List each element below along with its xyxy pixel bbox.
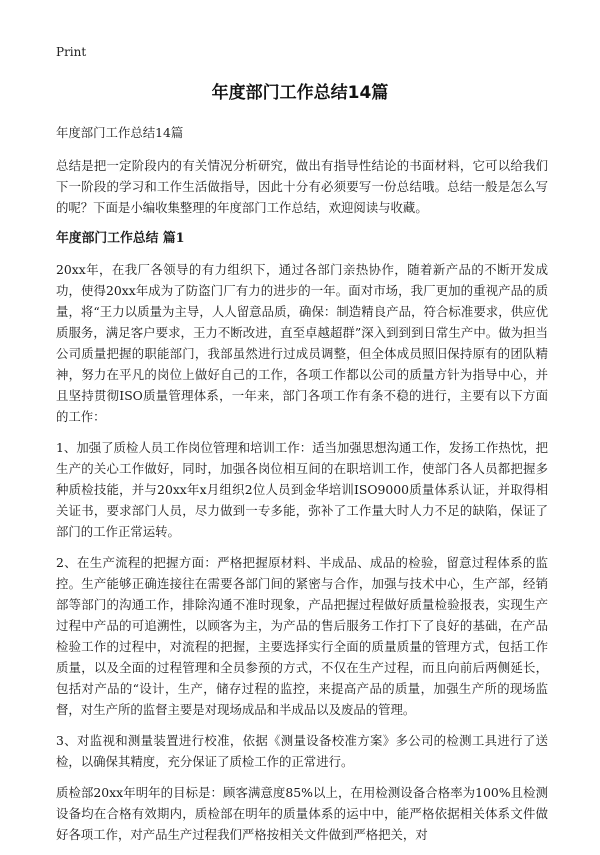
page-title: 年度部门工作总结14篇 <box>211 83 389 103</box>
body-paragraph-1: 20xx年，在我厂各领导的有力组织下，通过各部门亲热协作，随着新产品的不断开发成功，使得20xx年成为了防盗门厂有力的进步的一年。面对市场，我厂更加的重视产品的质量，将“王力以质量为主导，人人留意品质，确保：制造精良产品，符合标准要求，供应优质服务，满足客户要求，王力不断改进，直至卓越超群”深入到到到日常生产中。做为担当公司质量把握的职能部门，我部虽然进行过成员调整，但全体成员照旧保持原有的团队精神，努力在平凡的岗位上做好自己的工作，各项工作都以公司的质量方针为指导中心，并且坚持贯彻ISO质量管理体系，一年来，部门各项工作有条不稳的进行，主要有以下方面的工作： <box>56 262 548 424</box>
intro-paragraph: 总结是把一定阶段内的有关情况分析研究，做出有指导性结论的书面材料，它可以给我们下一阶段的学习和工作生活做指导，因此十分有必须要写一份总结哦。总结一般是怎么写的呢？下面是小编收集整理的年度部门工作总结，欢迎阅读与收藏。 <box>56 158 548 215</box>
print-link[interactable]: Print <box>56 45 87 59</box>
document-body <box>56 122 548 855</box>
body-paragraph-4: 3、对监视和测量装置进行校准，依据《测量设备校准方案》多公司的检测工具进行了送检，以确保其精度，充分保证了质检工作的正常进行。 <box>56 733 548 769</box>
body-paragraph-2: 1、加强了质检人员工作岗位管理和培训工作：适当加强思想沟通工作，发扬工作热忱，把生产的关心工作做好，同时，加强各岗位相互间的在职培训工作，使部门各人员都把握多种质检技能，并与20xx年x月组织2位人员到金华培训ISO9000质量体系认证，并取得相关证书，要求部门人员，尽力做到一专多能，弥补了工作量大时人力不足的缺陷，保证了部门的工作正常运转。 <box>56 440 548 539</box>
body-paragraph-3: 2、在生产流程的把握方面：严格把握原材料、半成品、成品的检验，留意过程体系的监控。生产能够正确连接往在需要各部门间的紧密与合作，加强与技术中心，生产部，经销部等部门的沟通工作，排除沟通不准时现象，产品把握过程做好质量检验报表，实现生产过程中产品的可追溯性，以顾客为主，为产品的售后服务工作打下了良好的基础，在产品检验工作的过程中，对流程的把握，主要选择实行全面的质量质量的管理方式，包括工作质量，以及全面的过程管理和全员参预的方式，不仅在生产过程，而且向前后两侧延长，包括对产品的“设计，生产，储存过程的监控，来提高产品的质量，加强生产所的现场监督，对生产所的监督主要是对现场成品和半成品以及废品的管理。 <box>56 555 548 717</box>
body-paragraph-5: 质检部20xx年明年的目标是：顾客满意度85%以上，在用检测设备合格率为100%且检测设备均在合格有效期内，质检部在明年的质量体系的运中中，能严格依据相关体系文件做好各项工作，对产品生产过程我们严格按相关文件做到严格把关，对 <box>56 785 548 842</box>
subtitle: 年度部门工作总结14篇 <box>56 125 184 140</box>
section-heading: 年度部门工作总结 篇1 <box>56 231 185 246</box>
